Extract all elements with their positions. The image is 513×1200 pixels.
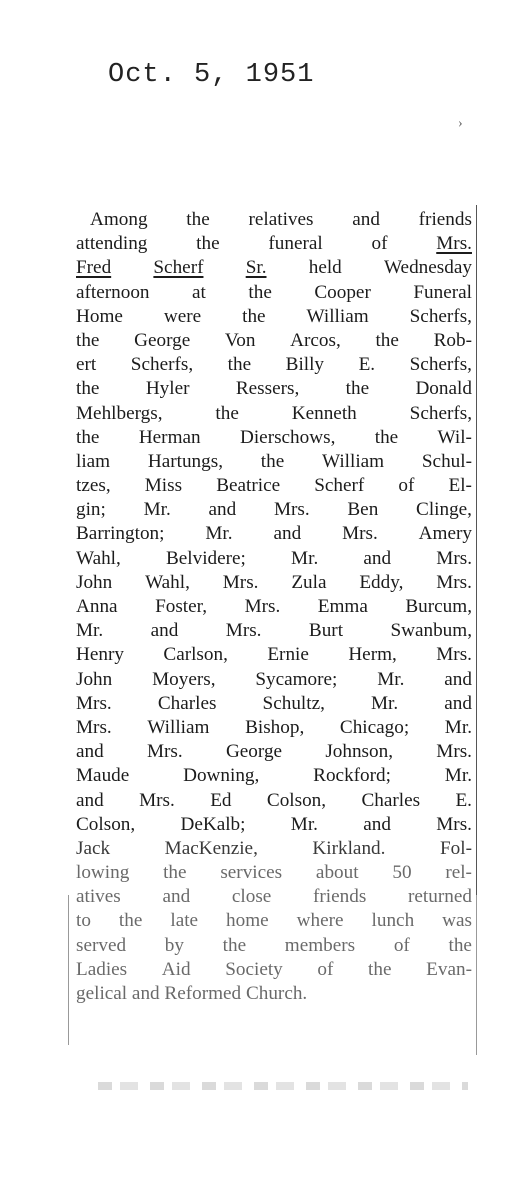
clipping-word: members (284, 934, 356, 956)
clipping-word: Scherfs, (409, 305, 472, 327)
clipping-word: Mrs. (436, 813, 472, 835)
clipping-line-text (76, 426, 472, 450)
clipping-word: Herm, (348, 644, 397, 666)
clipping-line (76, 982, 472, 1006)
newspaper-clipping (76, 208, 472, 1006)
clipping-word: John (76, 571, 113, 593)
clipping-word: Ed (210, 789, 232, 811)
clipping-word: Mrs. (225, 620, 262, 642)
clipping-word: of (317, 958, 334, 980)
clipping-word: Colson, (266, 789, 327, 811)
clipping-line (76, 619, 472, 643)
clipping-word: Scherfs, (409, 402, 472, 424)
clipping-word: and (76, 741, 104, 763)
clipping-word: Sr. (245, 257, 267, 279)
clipping-word: of (393, 934, 410, 956)
clipping-word: tzes, (76, 475, 111, 497)
clipping-word: returned (408, 886, 472, 908)
clipping-word: of (398, 475, 415, 497)
clipping-word: the (186, 209, 210, 230)
clipping-word: by (164, 934, 184, 956)
clipping-line-text (76, 474, 472, 498)
clipping-word: George (225, 741, 283, 763)
clipping-line (76, 474, 472, 498)
clipping-line (76, 958, 472, 982)
clipping-word: Burt (308, 620, 344, 642)
clipping-word: Kirkland. (312, 837, 386, 859)
clipping-word: Moyers, (152, 668, 216, 690)
clipping-word: Mr. (143, 499, 171, 521)
clipping-word: relatives (248, 209, 314, 230)
clipping-word: Foster, (155, 596, 208, 617)
clipping-line (76, 668, 472, 692)
clipping-line (76, 789, 472, 813)
clipping-line-text (76, 377, 472, 401)
clipping-word: the (163, 862, 187, 884)
clipping-line-text (76, 329, 472, 353)
clipping-word: funeral (268, 233, 323, 255)
clipping-word: Scherfs, (409, 354, 472, 376)
clipping-word: the (448, 934, 472, 956)
clipping-word: Scherf (153, 257, 204, 279)
clipping-word: Arcos, (290, 329, 341, 351)
clipping-line-text (76, 764, 472, 788)
clipping-word: and (162, 886, 191, 908)
clipping-word: the (222, 934, 247, 956)
clipping-line-text (76, 958, 472, 982)
clipping-word: Herman (138, 426, 201, 448)
clipping-word: Scherfs, (130, 354, 194, 376)
clipping-word: and (363, 813, 391, 835)
clipping-word: Society (225, 958, 283, 980)
cutoff-text-remnant (98, 1082, 468, 1090)
clipping-word: Sycamore; (255, 668, 338, 690)
column-rule-left-faded (68, 895, 69, 1045)
clipping-line-text (76, 619, 472, 643)
clipping-line (76, 692, 472, 716)
clipping-word: MacKenzie, (164, 837, 258, 859)
clipping-word: the (76, 329, 100, 351)
clipping-word: Among (90, 209, 148, 230)
clipping-word: afternoon (76, 281, 150, 303)
clipping-word: Mr. (377, 668, 405, 690)
clipping-word: Amery (418, 523, 472, 545)
clipping-word: where (296, 910, 344, 932)
clipping-word: Kenneth (291, 402, 357, 424)
clipping-word: Ladies (76, 958, 128, 980)
clipping-word: Hartungs, (147, 450, 224, 472)
clipping-line (76, 450, 472, 474)
clipping-word: Mrs. (76, 716, 112, 738)
scan-mark: › (458, 116, 463, 131)
clipping-line-text (76, 305, 472, 329)
clipping-word: El- (448, 475, 472, 497)
clipping-word: the (196, 233, 220, 255)
clipping-word: the (248, 281, 272, 303)
clipping-word: Bishop, (245, 716, 305, 738)
clipping-word: Ben (347, 499, 379, 521)
clipping-line (76, 716, 472, 740)
clipping-word: Mr. (370, 692, 399, 714)
clipping-line (76, 740, 472, 764)
clipping-line-text (76, 595, 472, 619)
clipping-word: of (371, 233, 388, 255)
clipping-word: Scherf (314, 475, 365, 497)
clipping-word: the (227, 354, 252, 376)
clipping-word: the (242, 305, 266, 327)
clipping-word: Fol- (439, 837, 472, 859)
clipping-word: Evan- (426, 958, 472, 980)
clipping-line-text (76, 740, 472, 764)
clipping-word: Fred (76, 257, 112, 279)
clipping-word: Funeral (413, 281, 472, 303)
clipping-line (76, 377, 472, 401)
clipping-line (76, 547, 472, 571)
clipping-word: were (163, 305, 202, 327)
clipping-word: Mrs. (436, 547, 472, 569)
clipping-word: and (444, 692, 472, 714)
clipping-word: Miss (144, 475, 183, 497)
clipping-word: attending (76, 233, 148, 255)
clipping-word: liam (76, 450, 111, 472)
clipping-word: Wahl, (76, 547, 121, 569)
clipping-word: Ernie (267, 644, 309, 666)
clipping-line-text (76, 256, 472, 280)
clipping-word: Mehlbergs, (76, 402, 163, 424)
clipping-word: Anna (76, 596, 118, 617)
clipping-word: and (273, 523, 302, 545)
clipping-line (76, 522, 472, 546)
clipping-line-text (76, 789, 472, 813)
clipping-word: William (322, 450, 385, 472)
clipping-line (76, 861, 472, 885)
clipping-line-text (76, 522, 472, 546)
clipping-line (76, 402, 472, 426)
clipping-word: the (375, 329, 399, 351)
clipping-word: Charles (361, 789, 421, 811)
clipping-word: and (76, 789, 104, 811)
clipping-word: Mrs. (222, 571, 259, 593)
clipping-line (76, 281, 472, 305)
clipping-word: Mrs. (139, 789, 175, 811)
clipping-line (76, 305, 472, 329)
clipping-line-text (76, 281, 472, 305)
clipping-line-text (76, 232, 472, 256)
clipping-word: George (134, 329, 191, 351)
clipping-word: Schultz, (262, 692, 325, 714)
clipping-word: Rockford; (313, 765, 391, 787)
clipping-word: Dierschows, (239, 426, 336, 448)
clipping-word: Mr. (444, 716, 472, 738)
clipping-word: Mrs. (273, 499, 310, 521)
clipping-word: the (374, 426, 399, 448)
clipping-word: lowing (76, 862, 130, 884)
clipping-word: 50 (392, 862, 412, 884)
clipping-word: Wil- (437, 426, 472, 448)
clipping-word: Mr. (291, 547, 319, 569)
clipping-word: and (363, 547, 392, 569)
clipping-line (76, 353, 472, 377)
clipping-line-text (76, 692, 472, 716)
clipping-word: Clinge, (416, 499, 472, 521)
clipping-word: ert (76, 354, 97, 376)
clipping-word: Downing, (183, 765, 260, 787)
clipping-word: Hyler (145, 378, 190, 400)
clipping-word: Burcum, (405, 596, 472, 617)
clipping-word: Mrs. (436, 571, 472, 593)
clipping-word: Mrs. (76, 692, 112, 714)
clipping-line-text (90, 208, 472, 232)
clipping-word: the (76, 426, 100, 448)
clipping-word: Emma (317, 596, 368, 617)
clipping-word: to (76, 910, 91, 932)
clipping-word: atives (76, 886, 121, 908)
clipping-word: DeKalb; (180, 813, 246, 835)
clipping-word: Ressers, (235, 378, 300, 400)
clipping-word: friends (418, 209, 472, 230)
clipping-line (76, 837, 472, 861)
clipping-word: served (76, 934, 127, 956)
clipping-word: Mrs. (436, 233, 472, 255)
clipping-line (76, 909, 472, 933)
clipping-word: Zula (291, 571, 327, 593)
clipping-word: about (315, 862, 359, 884)
column-rule-right-faded (476, 895, 477, 1055)
clipping-line (76, 595, 472, 619)
clipping-word: Mrs. (342, 523, 378, 545)
clipping-word: late (170, 910, 199, 932)
clipping-word: John (76, 668, 113, 690)
clipping-word: Johnson, (325, 741, 394, 763)
clipping-line (76, 232, 472, 256)
clipping-line (76, 934, 472, 958)
clipping-word: Wednesday (383, 257, 472, 279)
clipping-word: Schul- (421, 450, 472, 472)
clipping-word: and (208, 499, 237, 521)
clipping-word: rel- (445, 862, 472, 884)
clipping-line (76, 813, 472, 837)
clipping-line-text (76, 716, 472, 740)
clipping-line (76, 571, 472, 595)
clipping-line (76, 426, 472, 450)
clipping-word: Mrs. (436, 741, 472, 763)
clipping-line-text (76, 813, 472, 837)
clipping-word: services (220, 862, 283, 884)
clipping-word: Mrs. (436, 644, 472, 666)
clipping-word: Mr. (290, 813, 318, 835)
date-stamp: Oct. 5, 1951 (108, 60, 315, 90)
clipping-word: the (76, 378, 100, 400)
clipping-line-text: gelical and Reformed Church. (76, 983, 308, 1004)
clipping-line (76, 329, 472, 353)
clipping-word: lunch (371, 910, 415, 932)
clipping-word: home (226, 910, 269, 932)
clipping-line-text (76, 547, 472, 571)
clipping-word: close (231, 886, 272, 908)
clipping-word: Mr. (205, 523, 233, 545)
clipping-word: was (442, 910, 472, 932)
clipping-word: at (192, 281, 206, 303)
clipping-word: Donald (415, 378, 472, 400)
clipping-word: the (215, 402, 239, 424)
clipping-line (76, 498, 472, 522)
clipping-word: Billy (285, 354, 325, 376)
clipping-line-text (76, 837, 472, 861)
clipping-line (76, 885, 472, 909)
clipping-line (76, 764, 472, 788)
clipping-word: William (147, 716, 210, 738)
clipping-line-text (76, 402, 472, 426)
clipping-line (76, 256, 472, 280)
clipping-word: Colson, (76, 813, 136, 835)
clipping-word: Swanbum, (390, 620, 472, 642)
clipping-line-text (76, 498, 472, 522)
clipping-word: held (308, 257, 342, 279)
clipping-line-text (76, 450, 472, 474)
clipping-word: Mrs. (244, 596, 281, 617)
clipping-word: Belvidere; (165, 547, 246, 569)
clipping-line-text (76, 668, 472, 692)
clipping-word: gin; (76, 499, 106, 521)
clipping-line-text (76, 909, 472, 933)
clipping-word: E. (455, 789, 472, 811)
clipping-word: Jack (76, 837, 111, 859)
clipping-word: Wahl, (145, 571, 190, 593)
clipping-word: Charles (157, 692, 217, 714)
clipping-word: Eddy, (359, 571, 404, 593)
clipping-line-text (76, 934, 472, 958)
clipping-word: friends (313, 886, 367, 908)
clipping-line-text (76, 885, 472, 909)
clipping-word: Rob- (433, 329, 472, 351)
clipping-line (76, 643, 472, 667)
clipping-word: Chicago; (339, 716, 410, 738)
clipping-line-text (76, 571, 472, 595)
clipping-word: E. (358, 354, 376, 376)
clipping-word: the (118, 910, 143, 932)
clipping-word: Barrington; (76, 523, 165, 545)
clipping-word: Mr. (76, 620, 104, 642)
clipping-word: William (306, 305, 369, 327)
clipping-word: the (260, 450, 285, 472)
clipping-word: and (150, 620, 179, 642)
clipping-word: and (444, 668, 472, 690)
clipping-line (76, 208, 472, 232)
clipping-word: the (345, 378, 370, 400)
clipping-line-text (76, 353, 472, 377)
clipping-word: Von (224, 329, 256, 351)
clipping-word: Aid (161, 958, 191, 980)
clipping-word: and (352, 209, 380, 230)
clipping-word: Mrs. (146, 741, 183, 763)
clipping-word: Mr. (444, 765, 472, 787)
clipping-word: Maude (76, 765, 130, 787)
clipping-word: Cooper (314, 281, 371, 303)
clipping-word: Carlson, (163, 644, 228, 666)
clipping-word: Henry (76, 644, 124, 666)
clipping-word: the (368, 958, 392, 980)
clipping-word: Beatrice (216, 475, 281, 497)
clipping-word: Home (76, 305, 123, 327)
clipping-line-text (76, 861, 472, 885)
clipping-line-text (76, 643, 472, 667)
